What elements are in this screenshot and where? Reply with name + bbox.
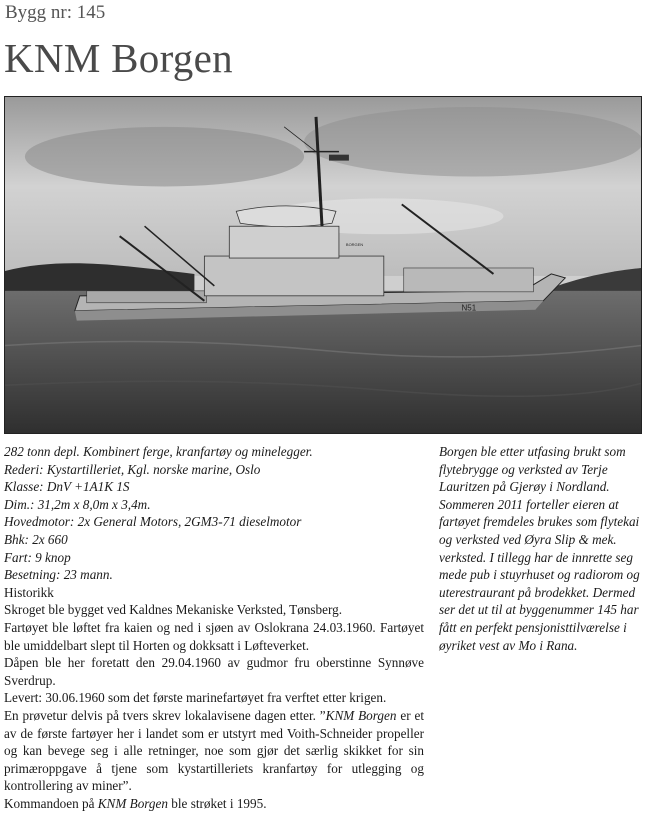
ship-photo-illustration: [5, 97, 641, 433]
hull-marking: N51: [461, 303, 477, 313]
spec-hovedmotor: Hovedmotor: 2x General Motors, 2GM3-71 dieselmotor: [4, 514, 302, 530]
build-number: Bygg nr: 145: [5, 2, 106, 23]
history-p2: Fartøyet ble løftet fra kaien og ned i sjøen av Oslokrana 24.03.1960. Fartøyet ble umiddelbart slept til Horten og dokksatt i Løfteverket.: [4, 619, 424, 653]
history-p5: En prøvetur delvis på tvers skrev lokalavisene dagen etter. ”KNM Borgen er et av de første fartøyer her i landet som er utstyrt med Voith-Schneider propeller og kan bevege seg i alle retninger, noe som gjør det særlig skikket for sin primæroppgave å tjene som kystartilleriets kranfartøy for utlegging og kontrollering av miner”.: [4, 707, 424, 794]
page-title: KNM Borgen: [4, 35, 233, 81]
spec-bhk: Bhk: 2x 660: [4, 531, 68, 547]
spec-dim: Dim.: 31,2m x 8,0m x 3,4m.: [4, 496, 151, 512]
spec-fart: Fart: 9 knop: [4, 549, 71, 565]
spec-klasse: Klasse: DnV +1A1K 1S: [4, 479, 130, 495]
spec-line1: 282 tonn depl. Kombinert ferge, kranfartøy og minelegger.: [4, 444, 313, 459]
ship-name: KNM Borgen: [97, 795, 168, 811]
history-p1: Skroget ble bygget ved Kaldnes Mekaniske Verksted, Tønsberg.: [4, 602, 343, 618]
history-p4: Levert: 30.06.1960 som det første marinefartøyet fra verftet etter krigen.: [4, 690, 387, 706]
history-heading: Historikk: [4, 584, 54, 600]
spec-rederi: Rederi: Kystartilleriet, Kgl. norske marine, Oslo: [4, 461, 261, 477]
ship-name: KNM Borgen: [325, 707, 397, 723]
history-p3: Dåpen ble her foretatt den 29.04.1960 av gudmor fru oberstinne Synnøve Sverdrup.: [4, 655, 424, 688]
sidebar-column: [439, 443, 644, 654]
spec-besetning: Besetning: 23 mann.: [4, 567, 113, 583]
sidebar-text: Borgen ble etter utfasing brukt som flytebrygge og verksted av Terje Lauritzen på Gjerøy i Nordland. Sommeren 2011 forteller eieren at fartøyet fremdeles brukes som flytekai og verksted ved Øyra Slip & mek. verksted. I tillegg har de innrette seg mede pub i stuyrhuset og radiorom og uterestraurant på brodekket. Dermed ser det ut til at byggenummer 145 har fått en perfekt pensjonisttilværelse i øyriket vest av Mo i Rana.: [439, 444, 640, 653]
history-p6: Kommandoen på KNM Borgen ble strøket i 1995.: [4, 795, 267, 811]
name-plate: BORGEN: [345, 242, 364, 248]
left-column: [4, 443, 424, 812]
ship-photo: [4, 96, 642, 434]
